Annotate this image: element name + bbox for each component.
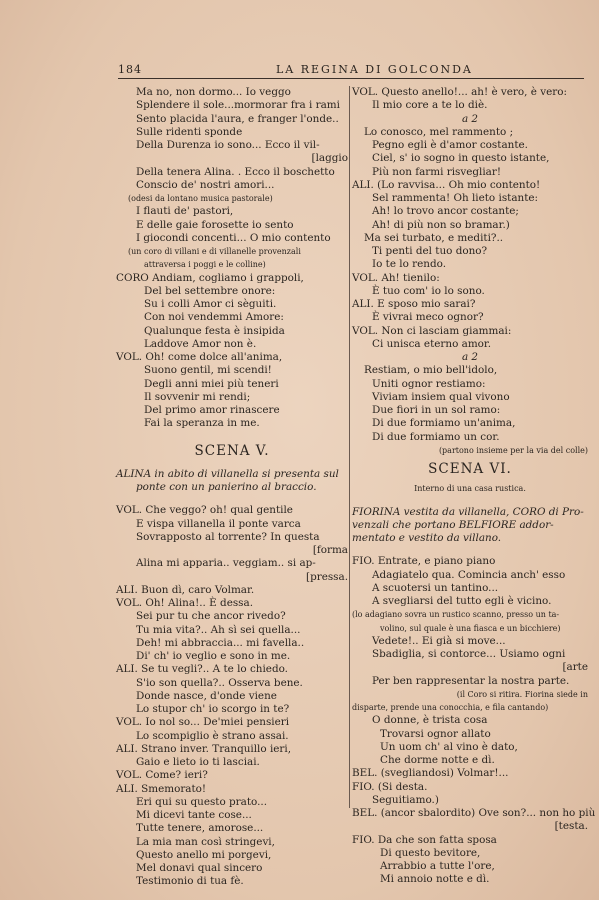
running-title: LA REGINA DI GOLCONDA xyxy=(276,63,473,76)
text-line: Ciel, s' io sogno in questo istante, xyxy=(372,152,550,165)
text-line: Deh! mi abbraccia... mi favella.. xyxy=(136,636,305,649)
text-line: Alina mi apparia.. veggiam.. si ap- xyxy=(136,557,316,570)
text-line xyxy=(352,545,588,555)
text-line: Sulle ridenti sponde xyxy=(136,125,243,138)
text-line: Restiam, o mio bell'idolo, xyxy=(364,364,498,377)
text-line: Conscio de' nostri amori... xyxy=(136,178,275,191)
text-line: VOL. Oh! come dolce all'anima, xyxy=(116,351,283,363)
text-line: ALI. Smemorato! xyxy=(116,782,207,795)
text-line: Trovarsi ognor allato xyxy=(380,727,491,740)
text-line: A scuotersi un tantino... xyxy=(372,581,499,594)
text-line: Ah! lo trovo ancor costante; xyxy=(372,205,519,218)
text-line: Mi dicevi tante cose... xyxy=(136,809,252,821)
text-line: Suono gentil, mi scendi! xyxy=(144,364,272,377)
text-line: Io te lo rendo. xyxy=(372,258,447,271)
text-line: VOL. Oh! Alina!.. È dessa. xyxy=(116,597,254,609)
text-line: O donne, è trista cosa xyxy=(372,714,488,727)
text-line: VOL. Ah! tienilo: xyxy=(352,271,440,284)
text-line: ALI. Strano inver. Tranquillo ieri, xyxy=(116,742,292,755)
text-line: Ma sei turbato, e mediti?.. xyxy=(364,231,504,244)
text-line: FIO. Da che son fatta sposa xyxy=(352,833,497,846)
text-line: ALI. Buon dì, caro Volmar. xyxy=(116,583,255,596)
text-line: Uniti ognor restiamo: xyxy=(372,377,486,390)
text-line: ALI. (Lo ravvisa... Oh mio contento! xyxy=(352,178,541,191)
text-line: Ma no, non dormo... Io veggo xyxy=(136,86,291,98)
text-line: Ci unisca eterno amor. xyxy=(372,337,492,350)
text-line: Di questo bevitore, xyxy=(380,846,481,859)
text-line: (il Coro si ritira. Fiorina siede in xyxy=(456,689,588,699)
text-line: Con noi vendemmi Amore: xyxy=(144,311,284,324)
text-line: VOL. Questo anello!... ah! è vero, è vero: xyxy=(352,86,567,98)
text-line: [laggio xyxy=(311,152,348,165)
text-line: Sovrapposto al torrente? In questa xyxy=(136,530,320,543)
text-line: Più non farmi risvegliar! xyxy=(372,165,502,178)
text-line: È vivrai meco ognor? xyxy=(372,311,484,324)
text-line: mentato e vestito da villano. xyxy=(352,532,502,544)
text-line: Lo conosco, mel rammento ; xyxy=(364,125,514,138)
text-line: Viviam insiem qual vivono xyxy=(372,390,510,403)
page-number: 184 xyxy=(118,63,142,76)
text-line: Degli anni miei più teneri xyxy=(144,377,279,390)
text-line: E delle gaie forosette io sento xyxy=(136,218,294,231)
text-line: [pressa. xyxy=(306,570,348,583)
text-line: Pegno egli è d'amor costante. xyxy=(372,139,528,151)
text-line: (partono insieme per la via del colle) xyxy=(438,445,588,455)
text-line: È tuo com' io lo sono. xyxy=(372,284,485,297)
left-column xyxy=(116,86,348,889)
text-line: Lo scompiglio è strano assai. xyxy=(136,729,289,742)
text-line: Qualunque festa è insipida xyxy=(144,324,285,337)
text-line: (lo adagiano sovra un rustico scanno, presso un ta- xyxy=(352,610,560,620)
text-line: attraversa i poggi e le colline) xyxy=(144,260,266,270)
text-line: Della Durenza io sono... Ecco il vil- xyxy=(136,139,320,151)
text-line: Di due formiamo un cor. xyxy=(372,430,500,443)
text-line: VOL. Non ci lasciam giammai: xyxy=(352,324,512,337)
text-line: Lo stupor ch' io scorgo in te? xyxy=(136,703,290,715)
right-column xyxy=(352,86,596,887)
text-line: Di due formiamo un'anima, xyxy=(372,417,516,430)
text-line: VOL. Io nol so... De'miei pensieri xyxy=(116,716,290,729)
text-line: Sel rammenta! Oh lieto istante: xyxy=(372,192,539,204)
text-line: Eri qui su questo prato... xyxy=(136,795,268,808)
text-line: [testa. xyxy=(554,820,588,833)
text-line: ALINA in abito di villanella si presenta sul xyxy=(116,467,339,480)
text-line: ALI. E sposo mio sarai? xyxy=(352,298,476,310)
text-line: Sbadiglia, si contorce... Usiamo ogni xyxy=(372,648,566,660)
text-line: Mi annoio notte e dì. xyxy=(380,873,490,886)
text-line: BEL. (ancor sbalordito) Ove son?... non ho più xyxy=(352,807,596,819)
text-line xyxy=(116,494,348,504)
text-line xyxy=(352,496,588,506)
text-line: CORO Andiam, cogliamo i grappoli, xyxy=(116,271,304,284)
text-line: a 2 xyxy=(461,112,479,125)
text-line xyxy=(116,458,348,468)
text-line: Ti penti del tuo dono? xyxy=(372,245,488,257)
text-line: Sento placida l'aura, e franger l'onde.. xyxy=(136,112,339,125)
header-rule xyxy=(118,78,584,79)
text-line: FIO. (Si desta. xyxy=(352,780,428,793)
text-line: (un coro di villani e di villanelle provenzali xyxy=(128,247,301,256)
text-line: I flauti de' pastori, xyxy=(136,205,234,218)
text-line: ponte con un panierino al braccio. xyxy=(136,481,317,493)
text-line: Fai la speranza in me. xyxy=(144,417,260,430)
text-line: Sei pur tu che ancor rivedo? xyxy=(136,610,286,623)
text-line: FIORINA vestita da villanella, CORO di Pro- xyxy=(352,505,584,518)
text-line: Interno di una casa rustica. xyxy=(414,484,526,494)
text-line: Della tenera Alina. . Ecco il boschetto xyxy=(136,165,335,178)
text-line: I giocondi concenti... O mio contento xyxy=(136,231,331,244)
text-line: venzali che portano BELFIORE addor- xyxy=(352,518,554,531)
text-line: Testimonio di tua fè. xyxy=(136,875,244,888)
text-line: Questo anello mi porgevi, xyxy=(136,848,272,861)
text-line: a 2 xyxy=(461,351,479,363)
text-line: Splendere il sole...mormorar fra i rami xyxy=(136,99,340,112)
text-line: Vedete!.. Ei già si move... xyxy=(372,634,506,647)
text-line: Del bel settembre onore: xyxy=(144,284,276,297)
text-line: Il mio core a te lo diè. xyxy=(372,99,488,112)
text-line: Laddove Amor non è. xyxy=(144,337,257,350)
text-line: E vispa villanella il ponte varca xyxy=(136,517,301,530)
text-line: disparte, prende una conocchia, e fila cantando) xyxy=(352,703,549,712)
text-line: Seguitiamo.) xyxy=(372,793,439,806)
text-line: Il sovvenir mi rendi; xyxy=(144,390,251,403)
text-line: FIO. Entrate, e piano piano xyxy=(352,555,496,568)
text-line: VOL. Che veggo? oh! qual gentile xyxy=(116,504,293,517)
text-line: Per ben rappresentar la nostra parte. xyxy=(372,674,570,687)
text-line: ALI. Se tu vegli?.. A te lo chiedo. xyxy=(116,663,288,676)
text-line: Che dorme notte e dì. xyxy=(380,754,495,766)
text-line: Mel donavi qual sincero xyxy=(136,862,263,874)
text-line: VOL. Come? ieri? xyxy=(116,769,208,782)
text-line: Arrabbio a tutte l'ore, xyxy=(380,860,495,872)
text-line: Del primo amor rinascere xyxy=(144,404,280,416)
text-line: Adagiatelo qua. Comincia anch' esso xyxy=(372,568,566,581)
text-line: Gaio e lieto io ti lasciai. xyxy=(136,756,260,768)
text-line: Di' ch' io veglio e sono in me. xyxy=(136,650,291,662)
text-line: S'io son quella?.. Osserva bene. xyxy=(136,676,303,689)
text-line: A svegliarsi del tutto egli è vicino. xyxy=(372,595,552,607)
scene-heading: SCENA V. xyxy=(194,442,270,459)
text-line: La mia man così stringevi, xyxy=(136,835,275,848)
text-line: Ah! di più non so bramar.) xyxy=(372,218,510,231)
text-line: Donde nasce, d'onde viene xyxy=(136,689,277,702)
scene-heading: SCENA VI. xyxy=(428,461,512,477)
text-line: [arte xyxy=(562,661,588,674)
text-line: volino, sul quale è una fiasca e un bicchiere) xyxy=(380,623,561,633)
column-divider xyxy=(349,86,350,808)
text-line: (odesi da lontano musica pastorale) xyxy=(128,194,273,203)
text-line: Due fiori in un sol ramo: xyxy=(372,404,501,416)
text-line: Tutte tenere, amorose... xyxy=(136,822,264,835)
text-line: Tu mia vita?.. Ah sì sei quella... xyxy=(136,623,301,636)
text-line: Su i colli Amor ci sèguiti. xyxy=(144,298,277,310)
text-line: [forma xyxy=(312,544,348,556)
text-line: Un uom ch' al vino è dato, xyxy=(380,740,518,753)
text-line: BEL. (svegliandosi) Volmar!... xyxy=(352,767,509,780)
